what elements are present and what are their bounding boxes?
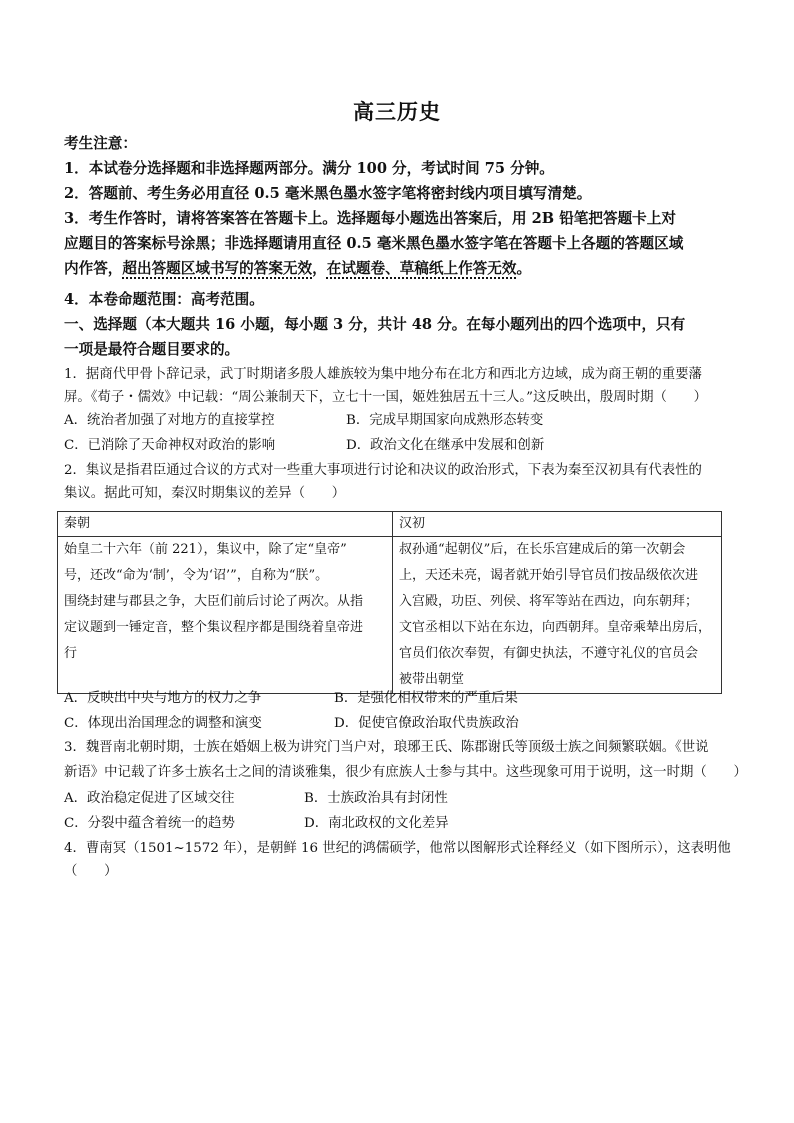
question-2-option-a: A．反映出中央与地方的权力之争 (64, 691, 262, 706)
table-header-qin: 秦朝 (58, 512, 393, 537)
question-1-option-d: D．政治文化在继承中发展和创新 (346, 438, 545, 453)
qin-line: 始皇二十六年（前 221），集议中，除了定“皇帝” (64, 542, 347, 557)
qin-line: 定议题到一锤定音，整个集议程序都是围绕着皇帝进 (64, 620, 364, 635)
qin-line: 号，还改“命为‘制’，令为‘诏’”，自称为“朕”。 (64, 568, 329, 583)
notice-item-2: 2．答题前、考生务必用直径 0.5 毫米黑色墨水签字笔将密封线内项目填写清楚。 (64, 185, 592, 202)
notice-item-3-pre: 内作答， (64, 260, 123, 277)
question-1-option-b: B．完成早期国家向成熟形态转变 (346, 413, 544, 428)
question-3-stem-line-1: 3．魏晋南北朝时期，士族在婚姻上极为讲究门当户对，琅琊王氏、陈郡谢氏等顶级士族之间频繁联姻。《世说 (64, 740, 709, 755)
question-3-option-d: D．南北政权的文化差异 (304, 816, 449, 831)
table-header-han: 汉初 (393, 512, 722, 537)
notice-emphasis-1: 超出答题区域书写的答案无效 (122, 260, 313, 277)
question-2-stem-line-2: 集议。据此可知，秦汉时期集议的差异（ ） (64, 486, 346, 501)
han-line: 官员们依次奉贺，有御史执法，不遵守礼仪的官员会 (399, 646, 699, 661)
question-1-option-a: A．统治者加强了对地方的直接掌控 (64, 413, 275, 428)
question-3-stem-line-2: 新语》中记载了许多士族名士之间的清谈雅集，很少有庶族人士参与其中。这些现象可用于说明，这一时期（ ） (64, 765, 747, 780)
question-1-stem-line-2: 屏。《荀子・儒效》中记载：“周公兼制天下，立七十一国，姬姓独居五十三人。”这反映出，殷周时期（ ） (64, 390, 708, 405)
question-4-stem-line-2: （ ） (64, 864, 118, 879)
table-cell-qin (58, 537, 393, 694)
han-line: 叔孙通“起朝仪”后，在长乐宫建成后的第一次朝会 (399, 542, 686, 557)
table-header-row (58, 512, 722, 537)
qin-line: 围绕封建与郡县之争，大臣们前后讨论了两次。从指 (64, 594, 364, 609)
qin-line: 行 (64, 646, 78, 661)
han-line: 文官丞相以下站在东边，向西朝拜。皇帝乘辇出房后， (399, 620, 712, 635)
table-cell-han (393, 537, 722, 694)
question-2-option-d: D．促使官僚政治取代贵族政治 (334, 716, 519, 731)
section-1-heading-cont: 一项是最符合题目要求的。 (64, 341, 240, 358)
notice-item-3-line-3 (64, 259, 734, 279)
notice-item-3-line-2: 应题目的答案标号涂黑；非选择题请用直径 0.5 毫米黑色墨水签字笔在答题卡上各题的答题区域 (64, 235, 684, 252)
han-line: 被带出朝堂 (399, 672, 465, 687)
han-line: 上，天还未亮，谒者就开始引导官员们按品级依次进 (399, 568, 699, 583)
notice-item-3-line-1: 3．考生作答时，请将答案答在答题卡上。选择题每小题选出答案后，用 2B 铅笔把答题卡上对 (64, 210, 676, 227)
notice-emphasis-2: 在试题卷、草稿纸上作答无效 (326, 260, 517, 277)
question-3-option-a: A．政治稳定促进了区域交往 (64, 791, 235, 806)
notice-heading: 考生注意： (64, 135, 137, 152)
question-3-option-c: C．分裂中蕴含着统一的趋势 (64, 816, 235, 831)
question-2-option-c: C．体现出治国理念的调整和演变 (64, 716, 262, 731)
table-row (58, 537, 722, 694)
notice-item-3-end: 。 (516, 260, 532, 277)
notice-item-4: 4．本卷命题范围：高考范围。 (64, 291, 264, 308)
question-1-option-c: C．已消除了天命神权对政治的影响 (64, 438, 276, 453)
notice-item-3-mid: ， (312, 260, 327, 277)
question-4-stem-line-1: 4．曹南冥（1501~1572 年），是朝鲜 16 世纪的鸿儒硕学，他常以图解形式诠释经义（如下图所示），这表明他 (64, 841, 731, 856)
page-title: 高三历史 (353, 99, 441, 124)
section-1-heading: 一、选择题（本大题共 16 小题，每小题 3 分，共计 48 分。在每小题列出的四个选项中，只有 (64, 316, 686, 333)
question-1-stem-line-1: 1．据商代甲骨卜辞记录，武丁时期诸多殷人雄族较为集中地分布在北方和西北方边域，成为商王朝的重要藩 (64, 367, 702, 382)
question-2-option-b: B．是强化相权带来的严重后果 (334, 691, 518, 706)
question-3-option-b: B．士族政治具有封闭性 (304, 791, 448, 806)
han-line: 入宫殿，功臣、列侯、将军等站在西边，向东朝拜； (399, 594, 699, 609)
question-2-stem-line-1: 2．集议是指君臣通过合议的方式对一些重大事项进行讨论和决议的政治形式，下表为秦至汉初具有代表性的 (64, 463, 702, 478)
notice-item-1: 1．本试卷分选择题和非选择题两部分。满分 100 分，考试时间 75 分钟。 (64, 160, 554, 177)
question-2-table (57, 511, 722, 694)
